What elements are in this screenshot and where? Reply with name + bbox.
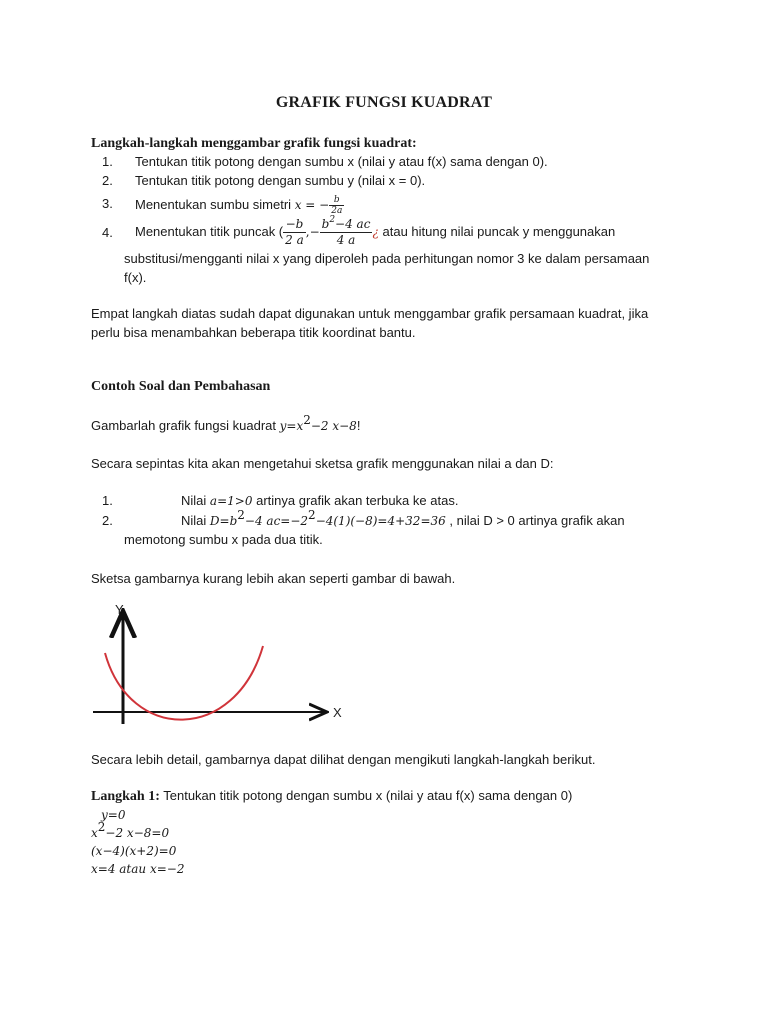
fraction-denominator: 2 a bbox=[285, 233, 304, 248]
y-axis-label: Y bbox=[115, 602, 124, 617]
work-math: −2 x−8=0 bbox=[105, 826, 170, 840]
work-line: y=0 bbox=[101, 808, 126, 822]
step-text-label: Menentukan titik puncak ( bbox=[135, 224, 284, 239]
step-number: 2. bbox=[102, 173, 113, 188]
list-continuation: memotong sumbu x pada dua titik. bbox=[124, 532, 323, 547]
list-item bbox=[181, 508, 625, 530]
numerator-rest: −4 ac bbox=[335, 217, 371, 232]
fraction-numerator: −b bbox=[283, 217, 306, 233]
item-math: a=1>0 bbox=[209, 494, 253, 508]
step-text-label: Menentukan sumbu simetri bbox=[135, 196, 292, 212]
paragraph-text: Secara lebih detail, gambarnya dapat dilihat dengan mengikuti langkah-langkah berikut. bbox=[91, 752, 596, 767]
x-axis-label: X bbox=[333, 705, 342, 720]
step1-line bbox=[91, 787, 572, 806]
axis-formula-prefix: x = − bbox=[294, 197, 330, 212]
list-item bbox=[181, 492, 458, 510]
example-heading: Contoh Soal dan Pembahasan bbox=[91, 379, 271, 394]
fraction-denominator: 2a bbox=[331, 206, 343, 216]
work-line bbox=[91, 820, 170, 842]
step-number: 3. bbox=[102, 196, 113, 211]
peak-comma: ,− bbox=[305, 225, 320, 239]
parabola-sketch bbox=[85, 598, 355, 738]
peak-close-glyph: ¿ bbox=[372, 225, 379, 239]
work-math: x bbox=[91, 826, 98, 840]
paragraph-text: Empat langkah diatas sudah dapat digunakan untuk menggambar grafik persamaan kuadrat, jika bbox=[91, 306, 649, 321]
problem-statement bbox=[91, 413, 361, 435]
item-math: D=b bbox=[209, 514, 238, 528]
fraction-denominator: 4 a bbox=[336, 233, 356, 248]
step-continuation: f(x). bbox=[124, 270, 147, 285]
fraction-numerator: b bbox=[329, 195, 344, 206]
problem-suffix: ! bbox=[356, 418, 361, 433]
step-continuation: substitusi/mengganti nilai x yang diperoleh pada perhitungan nomor 3 ke dalam persamaan bbox=[124, 251, 650, 266]
step-text-after: atau hitung nilai puncak y menggunakan bbox=[382, 224, 616, 239]
item-label: Nilai bbox=[181, 493, 207, 508]
item-text: , nilai D > 0 artinya grafik akan bbox=[449, 513, 625, 528]
step1-label: Langkah 1: bbox=[91, 789, 160, 804]
item-math: −4(1)(−8)=4+32=36 bbox=[315, 514, 446, 528]
list-number: 1. bbox=[102, 493, 113, 508]
math-exponent: 2 bbox=[308, 508, 316, 522]
steps-heading: Langkah-langkah menggambar grafik fungsi kuadrat: bbox=[91, 136, 417, 151]
numerator-base: b bbox=[321, 217, 330, 232]
list-number: 2. bbox=[102, 513, 113, 528]
math-exponent: 2 bbox=[237, 508, 245, 522]
work-line: (x−4)(x+2)=0 bbox=[91, 844, 177, 858]
problem-prefix: Gambarlah grafik fungsi kuadrat bbox=[91, 418, 276, 433]
step-text: Tentukan titik potong dengan sumbu x (nilai y atau f(x) sama dengan 0). bbox=[135, 154, 548, 169]
equation-exponent: 2 bbox=[303, 413, 311, 427]
parabola-curve bbox=[105, 646, 263, 720]
problem-equation: y=x bbox=[279, 419, 304, 433]
step-number: 4. bbox=[102, 225, 113, 240]
step1-text: Tentukan titik potong dengan sumbu x (nilai y atau f(x) sama dengan 0) bbox=[163, 788, 573, 803]
item-math: −4 ac=−2 bbox=[244, 514, 309, 528]
work-exponent: 2 bbox=[97, 820, 106, 834]
item-text: artinya grafik akan terbuka ke atas. bbox=[256, 493, 459, 508]
paragraph-text: Secara sepintas kita akan mengetahui sketsa grafik menggunakan nilai a dan D: bbox=[91, 456, 554, 471]
paragraph-text: Sketsa gambarnya kurang lebih akan seperti gambar di bawah. bbox=[91, 571, 456, 586]
page-title: GRAFIK FUNGSI KUADRAT bbox=[275, 94, 493, 111]
step-number: 1. bbox=[102, 154, 113, 169]
step-text bbox=[135, 214, 615, 250]
item-label: Nilai bbox=[181, 513, 207, 528]
axis-formula-fraction bbox=[329, 195, 344, 216]
paragraph-text: perlu bisa menambahkan beberapa titik koordinat bantu. bbox=[91, 325, 416, 340]
step-text bbox=[135, 195, 344, 216]
problem-equation-rest: −2 x−8 bbox=[310, 419, 357, 433]
fraction-numerator: $b^2-4$ ac bbox=[321, 215, 371, 232]
peak-y-fraction bbox=[320, 217, 373, 248]
work-line: x=4 atau x=−2 bbox=[91, 862, 185, 876]
peak-x-fraction bbox=[283, 217, 306, 248]
step-text: Tentukan titik potong dengan sumbu y (nilai x = 0). bbox=[135, 173, 426, 188]
